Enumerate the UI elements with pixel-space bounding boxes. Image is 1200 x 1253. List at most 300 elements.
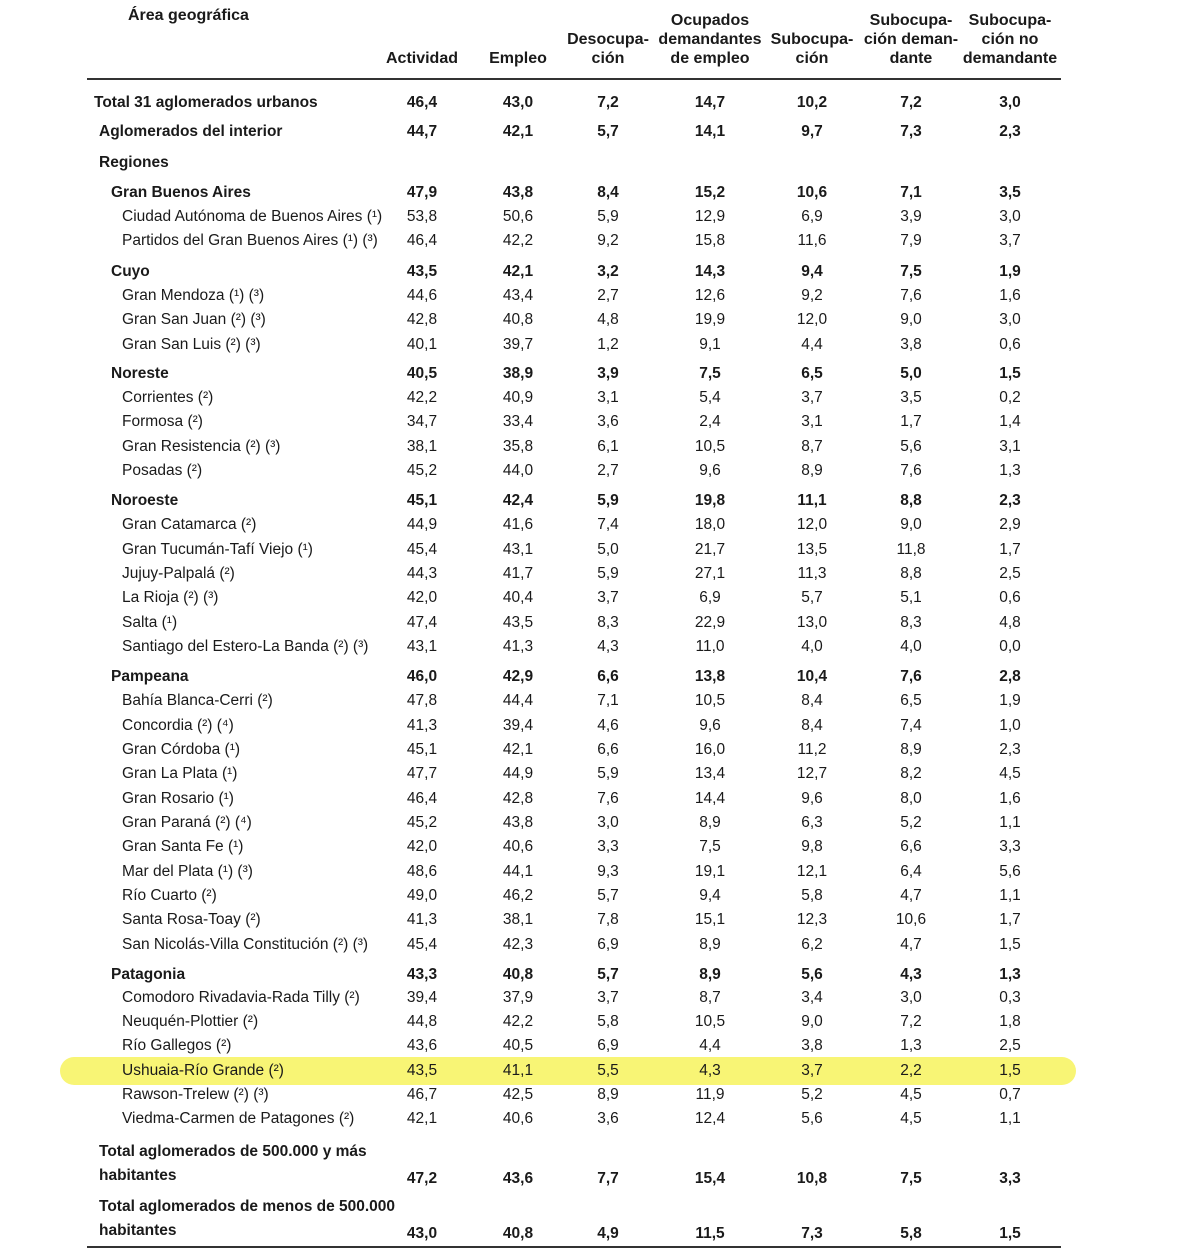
value-cell: 8,4 [801,692,823,709]
table-row [0,154,1200,176]
value-cell: 1,3 [999,966,1021,983]
value-cell: 5,9 [597,208,619,225]
value-cell: 13,0 [796,614,828,631]
value-cell: 5,1 [900,589,922,606]
value-cell: 8,9 [699,936,721,953]
value-cell: 6,3 [801,814,823,831]
value-cell: 40,1 [406,336,438,353]
value-cell: 9,1 [699,336,721,353]
row-label-line: Posadas (²) [122,462,203,479]
column-header-line: dante [889,50,933,67]
value-cell: 2,8 [999,668,1021,685]
row-label [122,614,177,632]
value-cell: 5,6 [801,1110,823,1127]
row-label [99,154,169,172]
value-cell: 42,2 [502,232,534,249]
table-row [0,541,1200,563]
row-label-line: Gran San Luis (²) (³) [122,336,261,353]
value-cell: 42,0 [406,838,438,855]
row-label [122,462,202,480]
value-cell: 5,8 [900,1225,922,1242]
value-cell: 35,8 [502,438,534,455]
value-cell: 1,0 [999,717,1021,734]
value-cell: 7,4 [597,516,619,533]
value-cell: 7,6 [900,287,922,304]
table-row [0,438,1200,460]
row-label-line: habitantes [99,1222,177,1239]
value-cell: 4,0 [801,638,823,655]
value-cell: 10,5 [694,1013,726,1030]
value-cell: 10,4 [796,668,828,685]
value-cell: 12,7 [796,765,828,782]
row-label [111,184,251,202]
value-cell: 12,4 [694,1110,726,1127]
value-cell: 5,7 [801,589,823,606]
value-cell: 1,5 [999,365,1021,382]
value-cell: 4,6 [597,717,619,734]
value-cell: 2,3 [999,741,1021,758]
value-cell: 1,9 [999,263,1021,280]
value-cell: 15,8 [694,232,726,249]
value-cell: 42,5 [502,1086,534,1103]
value-cell: 40,4 [502,589,534,606]
table-row [0,184,1200,206]
value-cell: 1,3 [999,462,1021,479]
value-cell: 45,4 [406,541,438,558]
value-cell: 9,3 [597,863,619,880]
table-row [0,492,1200,514]
value-cell: 12,6 [694,287,726,304]
value-cell: 7,3 [801,1225,823,1242]
value-cell: 40,6 [502,1110,534,1127]
value-cell: 40,5 [502,1037,534,1054]
value-cell: 40,8 [502,966,534,983]
row-label-line: Santiago del Estero-La Banda (²) (³) [122,638,369,655]
value-cell: 5,9 [597,565,619,582]
table-row [0,365,1200,387]
row-label-line: Gran Rosario (¹) [122,790,234,807]
value-cell: 19,1 [694,863,726,880]
table-row [0,1110,1200,1132]
table-row [0,668,1200,690]
row-label-line: Formosa (²) [122,413,203,430]
value-cell: 6,6 [900,838,922,855]
row-label [122,336,261,354]
value-cell: 3,5 [999,184,1021,201]
value-cell: 1,7 [999,911,1021,928]
value-cell: 10,5 [694,692,726,709]
table-row [0,966,1200,988]
table-row [0,614,1200,636]
value-cell: 22,9 [694,614,726,631]
row-label [122,565,235,583]
value-cell: 3,0 [900,989,922,1006]
value-cell: 9,0 [900,516,922,533]
value-cell: 14,7 [694,94,726,111]
value-cell: 41,3 [406,717,438,734]
table-row [0,989,1200,1011]
row-label [122,287,264,305]
value-cell: 34,7 [406,413,438,430]
value-cell: 45,2 [406,462,438,479]
row-label-line: Gran Santa Fe (¹) [122,838,244,855]
value-cell: 2,4 [699,413,721,430]
row-label-line: Salta (¹) [122,614,178,631]
value-cell: 7,2 [597,94,619,111]
row-label-line: Gran Córdoba (¹) [122,741,241,758]
value-cell: 10,5 [694,438,726,455]
row-label-line: Aglomerados del interior [99,123,283,140]
row-label-line: Total aglomerados de 500.000 y más [99,1143,367,1160]
value-cell: 47,2 [406,1170,438,1187]
value-cell: 2,5 [999,565,1021,582]
value-cell: 45,1 [406,492,438,509]
value-cell: 46,4 [406,94,438,111]
value-cell: 11,6 [797,232,827,249]
value-cell: 6,9 [597,1037,619,1054]
value-cell: 1,1 [999,887,1021,904]
value-cell: 5,0 [597,541,619,558]
table-row [0,741,1200,763]
row-label [99,1195,395,1243]
value-cell: 7,2 [900,1013,922,1030]
column-header-line: ción no [981,31,1039,48]
value-cell: 42,3 [502,936,534,953]
value-cell: 50,6 [502,208,534,225]
value-cell: 18,0 [694,516,726,533]
value-cell: 2,3 [999,492,1021,509]
value-cell: 8,7 [801,438,823,455]
row-label [99,1140,367,1188]
value-cell: 8,3 [900,614,922,631]
value-cell: 0,0 [999,638,1021,655]
value-cell: 46,7 [406,1086,438,1103]
value-cell: 14,1 [694,123,726,140]
value-cell: 38,1 [406,438,438,455]
value-cell: 4,3 [699,1062,721,1079]
table-row [0,389,1200,411]
value-cell: 4,5 [900,1086,922,1103]
table-row [0,1140,1200,1187]
value-cell: 4,4 [699,1037,721,1054]
value-cell: 1,7 [999,541,1021,558]
value-cell: 53,8 [406,208,438,225]
value-cell: 7,1 [900,184,922,201]
value-cell: 42,1 [502,741,534,758]
value-cell: 6,2 [801,936,823,953]
value-cell: 8,8 [900,492,922,509]
value-cell: 9,6 [699,717,721,734]
value-cell: 12,1 [796,863,828,880]
row-label-line: Neuquén-Plottier (²) [122,1013,259,1030]
row-label [122,717,234,735]
row-label-line: Ushuaia-Río Grande (²) [122,1062,284,1079]
value-cell: 9,4 [801,263,823,280]
table-row [0,1013,1200,1035]
row-label [111,492,178,510]
value-cell: 3,3 [999,838,1021,855]
table-row [0,287,1200,309]
value-cell: 39,4 [406,989,438,1006]
value-cell: 9,6 [699,462,721,479]
value-cell: 44,7 [406,123,438,140]
value-cell: 6,4 [900,863,922,880]
value-cell: 3,3 [999,1170,1021,1187]
value-cell: 40,8 [502,1225,534,1242]
value-cell: 8,9 [801,462,823,479]
value-cell: 19,8 [694,492,726,509]
table-row [0,911,1200,933]
value-cell: 9,2 [801,287,823,304]
table-row [0,838,1200,860]
header-rule [87,78,1061,80]
value-cell: 3,7 [597,989,619,1006]
value-cell: 7,6 [597,790,619,807]
value-cell: 43,6 [406,1037,438,1054]
row-label-line: Bahía Blanca-Cerri (²) [122,692,273,709]
value-cell: 41,1 [502,1062,534,1079]
value-cell: 9,7 [801,123,823,140]
value-cell: 12,3 [796,911,828,928]
table-row [0,814,1200,836]
row-label [122,232,378,250]
value-cell: 42,2 [502,1013,534,1030]
column-header-line: ción [795,50,829,67]
table-row [0,863,1200,885]
value-cell: 10,6 [796,184,828,201]
value-cell: 7,7 [597,1170,619,1187]
value-cell: 7,5 [699,838,721,855]
value-cell: 9,2 [597,232,619,249]
table-row [0,232,1200,254]
value-cell: 47,8 [406,692,438,709]
value-cell: 44,9 [502,765,534,782]
table-row [0,123,1200,145]
table-row [0,887,1200,909]
value-cell: 6,9 [597,936,619,953]
value-cell: 0,2 [999,389,1021,406]
value-cell: 45,1 [406,741,438,758]
value-cell: 42,1 [406,1110,438,1127]
value-cell: 13,5 [796,541,828,558]
value-cell: 1,7 [900,413,922,430]
value-cell: 44,3 [406,565,438,582]
value-cell: 1,5 [999,1225,1021,1242]
value-cell: 44,6 [406,287,438,304]
row-label-line: Pampeana [111,668,189,685]
value-cell: 2,9 [999,516,1021,533]
row-label-line: Ciudad Autónoma de Buenos Aires (¹) [122,208,383,225]
value-cell: 42,8 [502,790,534,807]
value-cell: 44,8 [406,1013,438,1030]
value-cell: 9,0 [801,1013,823,1030]
table-row [0,413,1200,435]
value-cell: 5,7 [597,123,619,140]
value-cell: 11,1 [797,492,827,509]
value-cell: 15,4 [694,1170,726,1187]
value-cell: 46,4 [406,790,438,807]
row-label-line: Gran Resistencia (²) (³) [122,438,281,455]
value-cell: 0,6 [999,336,1021,353]
value-cell: 40,6 [502,838,534,855]
value-cell: 4,3 [900,966,922,983]
value-cell: 12,9 [694,208,726,225]
value-cell: 47,4 [406,614,438,631]
row-label-line: Regiones [99,154,169,171]
value-cell: 47,7 [406,765,438,782]
value-cell: 43,5 [502,614,534,631]
value-cell: 7,8 [597,911,619,928]
value-cell: 43,0 [406,1225,438,1242]
value-cell: 15,2 [694,184,726,201]
value-cell: 44,0 [502,462,534,479]
value-cell: 11,5 [695,1225,725,1242]
value-cell: 1,3 [900,1037,922,1054]
table-row-highlighted [0,1062,1200,1084]
value-cell: 7,5 [699,365,721,382]
value-cell: 42,8 [406,311,438,328]
row-label-line: Rawson-Trelew (²) (³) [122,1086,269,1103]
value-cell: 43,5 [406,263,438,280]
row-label-line: Gran Paraná (²) (⁴) [122,814,252,831]
row-label [122,741,240,759]
value-cell: 3,9 [597,365,619,382]
value-cell: 46,0 [406,668,438,685]
row-label-line: Partidos del Gran Buenos Aires (¹) (³) [122,232,378,249]
row-label-line: Noroeste [111,492,179,509]
row-label [99,123,282,141]
value-cell: 5,2 [801,1086,823,1103]
column-header [950,11,1070,68]
value-cell: 3,1 [999,438,1021,455]
value-cell: 5,8 [801,887,823,904]
row-label-line: Patagonia [111,966,186,983]
value-cell: 16,0 [694,741,726,758]
value-cell: 38,1 [502,911,534,928]
value-cell: 6,6 [597,668,619,685]
column-header-line: ción deman- [863,31,959,48]
value-cell: 3,0 [999,208,1021,225]
value-cell: 9,0 [900,311,922,328]
row-label [122,790,234,808]
value-cell: 8,9 [900,741,922,758]
value-cell: 7,3 [900,123,922,140]
value-cell: 39,4 [502,717,534,734]
value-cell: 42,4 [502,492,534,509]
value-cell: 5,0 [900,365,922,382]
row-label [122,516,256,534]
value-cell: 42,1 [502,123,534,140]
row-label-line: Mar del Plata (¹) (³) [122,863,253,880]
value-cell: 11,3 [797,565,827,582]
value-cell: 1,9 [999,692,1021,709]
value-cell: 14,3 [694,263,726,280]
value-cell: 44,4 [502,692,534,709]
value-cell: 47,9 [406,184,438,201]
table-row [0,311,1200,333]
row-label [122,311,266,329]
row-label [111,668,189,686]
value-cell: 43,1 [502,541,534,558]
value-cell: 44,1 [502,863,534,880]
column-header-line: Ocupados [670,12,750,29]
row-label [122,208,382,226]
value-cell: 3,5 [900,389,922,406]
table-row [0,638,1200,660]
value-cell: 5,2 [900,814,922,831]
bottom-rule [87,1246,1061,1248]
value-cell: 10,6 [895,911,927,928]
column-header-line: Actividad [385,50,458,67]
row-label [122,438,280,456]
row-label [94,94,318,112]
value-cell: 1,2 [597,336,619,353]
value-cell: 8,3 [597,614,619,631]
value-cell: 6,9 [801,208,823,225]
row-label-line: Total aglomerados de menos de 500.000 [99,1198,396,1215]
value-cell: 1,6 [999,287,1021,304]
column-header-line: Subocupa- [770,31,854,48]
value-cell: 5,6 [801,966,823,983]
value-cell: 5,9 [597,492,619,509]
row-label [122,765,237,783]
value-cell: 40,5 [406,365,438,382]
row-label [122,1086,269,1104]
value-cell: 44,9 [406,516,438,533]
value-cell: 39,7 [502,336,534,353]
value-cell: 6,5 [801,365,823,382]
value-cell: 5,9 [597,765,619,782]
value-cell: 43,0 [502,94,534,111]
table-row [0,516,1200,538]
row-label-line: Total 31 aglomerados urbanos [94,94,318,111]
value-cell: 11,2 [797,741,827,758]
value-cell: 11,9 [695,1086,725,1103]
value-cell: 3,0 [597,814,619,831]
value-cell: 1,6 [999,790,1021,807]
row-label-line: Gran La Plata (¹) [122,765,238,782]
value-cell: 0,7 [999,1086,1021,1103]
value-cell: 5,4 [699,389,721,406]
value-cell: 3,7 [801,389,823,406]
value-cell: 43,6 [502,1170,534,1187]
value-cell: 43,3 [406,966,438,983]
value-cell: 2,3 [999,123,1021,140]
value-cell: 8,0 [900,790,922,807]
row-label [122,814,252,832]
value-cell: 42,1 [502,263,534,280]
row-label-line: Corrientes (²) [122,389,214,406]
value-cell: 4,0 [900,638,922,655]
value-cell: 4,5 [999,765,1021,782]
row-label-line: Gran Catamarca (²) [122,516,257,533]
value-cell: 48,6 [406,863,438,880]
value-cell: 1,8 [999,1013,1021,1030]
row-label-line: Río Cuarto (²) [122,887,217,904]
value-cell: 41,6 [502,516,534,533]
value-cell: 12,0 [796,516,828,533]
value-cell: 5,5 [597,1062,619,1079]
value-cell: 2,7 [597,287,619,304]
table-row [0,589,1200,611]
value-cell: 3,1 [801,413,823,430]
value-cell: 43,5 [406,1062,438,1079]
value-cell: 11,8 [896,541,926,558]
table-row [0,1037,1200,1059]
value-cell: 11,0 [695,638,725,655]
value-cell: 1,1 [999,814,1021,831]
value-cell: 1,4 [999,413,1021,430]
